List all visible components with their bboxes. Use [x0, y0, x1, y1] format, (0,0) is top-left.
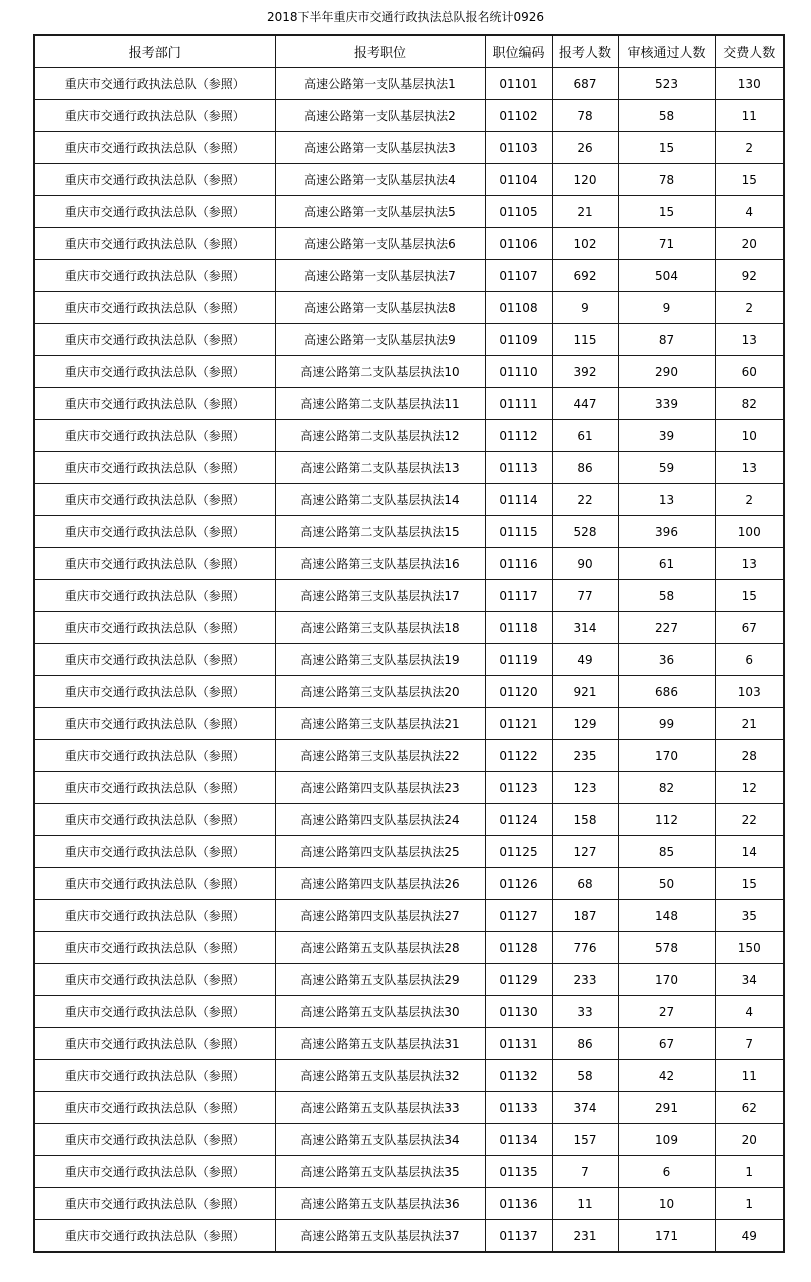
cell-department: 重庆市交通行政执法总队（参照） — [34, 420, 275, 452]
cell-approved: 112 — [618, 804, 715, 836]
cell-paid: 28 — [715, 740, 784, 772]
cell-approved: 148 — [618, 900, 715, 932]
cell-department: 重庆市交通行政执法总队（参照） — [34, 772, 275, 804]
cell-department: 重庆市交通行政执法总队（参照） — [34, 836, 275, 868]
cell-applicants: 392 — [552, 356, 618, 388]
cell-position-code: 01137 — [485, 1220, 552, 1253]
cell-position: 高速公路第四支队基层执法25 — [275, 836, 485, 868]
cell-position-code: 01111 — [485, 388, 552, 420]
cell-department: 重庆市交通行政执法总队（参照） — [34, 452, 275, 484]
cell-approved: 39 — [618, 420, 715, 452]
table-row — [34, 1028, 784, 1060]
cell-paid: 1 — [715, 1188, 784, 1220]
cell-department: 重庆市交通行政执法总队（参照） — [34, 388, 275, 420]
cell-position-code: 01135 — [485, 1156, 552, 1188]
cell-applicants: 49 — [552, 644, 618, 676]
cell-position-code: 01134 — [485, 1124, 552, 1156]
cell-position: 高速公路第一支队基层执法5 — [275, 196, 485, 228]
cell-approved: 9 — [618, 292, 715, 324]
cell-position: 高速公路第一支队基层执法6 — [275, 228, 485, 260]
cell-applicants: 374 — [552, 1092, 618, 1124]
cell-position: 高速公路第四支队基层执法24 — [275, 804, 485, 836]
cell-position-code: 01102 — [485, 100, 552, 132]
cell-paid: 130 — [715, 68, 784, 100]
cell-position-code: 01120 — [485, 676, 552, 708]
cell-applicants: 235 — [552, 740, 618, 772]
cell-paid: 10 — [715, 420, 784, 452]
cell-position-code: 01109 — [485, 324, 552, 356]
cell-applicants: 157 — [552, 1124, 618, 1156]
cell-position: 高速公路第三支队基层执法20 — [275, 676, 485, 708]
table-row — [34, 612, 784, 644]
cell-position-code: 01101 — [485, 68, 552, 100]
cell-applicants: 447 — [552, 388, 618, 420]
cell-department: 重庆市交通行政执法总队（参照） — [34, 1092, 275, 1124]
table-row — [34, 548, 784, 580]
cell-applicants: 22 — [552, 484, 618, 516]
cell-approved: 58 — [618, 580, 715, 612]
cell-position: 高速公路第五支队基层执法29 — [275, 964, 485, 996]
cell-approved: 36 — [618, 644, 715, 676]
cell-department: 重庆市交通行政执法总队（参照） — [34, 356, 275, 388]
cell-position-code: 01115 — [485, 516, 552, 548]
cell-applicants: 120 — [552, 164, 618, 196]
table-row — [34, 708, 784, 740]
table-row — [34, 996, 784, 1028]
cell-applicants: 61 — [552, 420, 618, 452]
cell-position: 高速公路第四支队基层执法23 — [275, 772, 485, 804]
cell-department: 重庆市交通行政执法总队（参照） — [34, 196, 275, 228]
cell-applicants: 7 — [552, 1156, 618, 1188]
cell-applicants: 314 — [552, 612, 618, 644]
cell-position: 高速公路第二支队基层执法10 — [275, 356, 485, 388]
cell-position-code: 01125 — [485, 836, 552, 868]
cell-position: 高速公路第一支队基层执法2 — [275, 100, 485, 132]
cell-position: 高速公路第三支队基层执法19 — [275, 644, 485, 676]
cell-applicants: 58 — [552, 1060, 618, 1092]
cell-applicants: 26 — [552, 132, 618, 164]
cell-position: 高速公路第五支队基层执法28 — [275, 932, 485, 964]
header-applicants: 报考人数 — [552, 35, 618, 68]
table-row — [34, 228, 784, 260]
table-row — [34, 100, 784, 132]
cell-applicants: 187 — [552, 900, 618, 932]
cell-applicants: 33 — [552, 996, 618, 1028]
cell-position-code: 01117 — [485, 580, 552, 612]
table-row — [34, 356, 784, 388]
table-row — [34, 1156, 784, 1188]
cell-department: 重庆市交通行政执法总队（参照） — [34, 1220, 275, 1253]
cell-paid: 15 — [715, 164, 784, 196]
cell-department: 重庆市交通行政执法总队（参照） — [34, 324, 275, 356]
cell-paid: 6 — [715, 644, 784, 676]
cell-paid: 11 — [715, 1060, 784, 1092]
cell-applicants: 90 — [552, 548, 618, 580]
cell-paid: 49 — [715, 1220, 784, 1253]
cell-position-code: 01103 — [485, 132, 552, 164]
cell-paid: 15 — [715, 580, 784, 612]
cell-paid: 7 — [715, 1028, 784, 1060]
cell-applicants: 21 — [552, 196, 618, 228]
cell-position: 高速公路第五支队基层执法30 — [275, 996, 485, 1028]
cell-position: 高速公路第二支队基层执法11 — [275, 388, 485, 420]
cell-paid: 2 — [715, 132, 784, 164]
table-row — [34, 1188, 784, 1220]
table-row — [34, 676, 784, 708]
cell-applicants: 231 — [552, 1220, 618, 1253]
cell-position-code: 01133 — [485, 1092, 552, 1124]
cell-department: 重庆市交通行政执法总队（参照） — [34, 708, 275, 740]
cell-paid: 62 — [715, 1092, 784, 1124]
cell-position: 高速公路第二支队基层执法13 — [275, 452, 485, 484]
cell-position: 高速公路第三支队基层执法17 — [275, 580, 485, 612]
cell-approved: 227 — [618, 612, 715, 644]
cell-position-code: 01110 — [485, 356, 552, 388]
table-row — [34, 772, 784, 804]
cell-department: 重庆市交通行政执法总队（参照） — [34, 484, 275, 516]
cell-approved: 99 — [618, 708, 715, 740]
cell-approved: 87 — [618, 324, 715, 356]
cell-paid: 20 — [715, 228, 784, 260]
table-row — [34, 1220, 784, 1253]
cell-approved: 578 — [618, 932, 715, 964]
cell-approved: 523 — [618, 68, 715, 100]
cell-position-code: 01124 — [485, 804, 552, 836]
cell-paid: 2 — [715, 292, 784, 324]
header-approved: 审核通过人数 — [618, 35, 715, 68]
cell-department: 重庆市交通行政执法总队（参照） — [34, 964, 275, 996]
cell-applicants: 776 — [552, 932, 618, 964]
cell-position: 高速公路第五支队基层执法32 — [275, 1060, 485, 1092]
cell-department: 重庆市交通行政执法总队（参照） — [34, 164, 275, 196]
cell-position: 高速公路第一支队基层执法4 — [275, 164, 485, 196]
cell-department: 重庆市交通行政执法总队（参照） — [34, 804, 275, 836]
table-row — [34, 580, 784, 612]
table-row — [34, 804, 784, 836]
cell-position: 高速公路第一支队基层执法7 — [275, 260, 485, 292]
cell-department: 重庆市交通行政执法总队（参照） — [34, 580, 275, 612]
table-row — [34, 932, 784, 964]
cell-position-code: 01126 — [485, 868, 552, 900]
cell-approved: 339 — [618, 388, 715, 420]
cell-applicants: 158 — [552, 804, 618, 836]
cell-approved: 82 — [618, 772, 715, 804]
cell-department: 重庆市交通行政执法总队（参照） — [34, 548, 275, 580]
table-row — [34, 68, 784, 100]
table-row — [34, 900, 784, 932]
cell-approved: 504 — [618, 260, 715, 292]
header-paid: 交费人数 — [715, 35, 784, 68]
cell-department: 重庆市交通行政执法总队（参照） — [34, 132, 275, 164]
cell-position: 高速公路第五支队基层执法31 — [275, 1028, 485, 1060]
cell-approved: 109 — [618, 1124, 715, 1156]
cell-applicants: 102 — [552, 228, 618, 260]
cell-department: 重庆市交通行政执法总队（参照） — [34, 932, 275, 964]
cell-approved: 67 — [618, 1028, 715, 1060]
cell-approved: 27 — [618, 996, 715, 1028]
cell-position: 高速公路第三支队基层执法16 — [275, 548, 485, 580]
cell-department: 重庆市交通行政执法总队（参照） — [34, 292, 275, 324]
table-row — [34, 644, 784, 676]
cell-paid: 21 — [715, 708, 784, 740]
cell-position-code: 01105 — [485, 196, 552, 228]
table-title: 2018下半年重庆市交通行政执法总队报名统计0926 — [266, 10, 545, 24]
cell-position: 高速公路第五支队基层执法33 — [275, 1092, 485, 1124]
table-row — [34, 964, 784, 996]
cell-position: 高速公路第五支队基层执法36 — [275, 1188, 485, 1220]
cell-approved: 6 — [618, 1156, 715, 1188]
cell-position: 高速公路第二支队基层执法15 — [275, 516, 485, 548]
cell-department: 重庆市交通行政执法总队（参照） — [34, 228, 275, 260]
cell-department: 重庆市交通行政执法总队（参照） — [34, 1124, 275, 1156]
cell-approved: 396 — [618, 516, 715, 548]
cell-paid: 100 — [715, 516, 784, 548]
table-row — [34, 868, 784, 900]
cell-paid: 35 — [715, 900, 784, 932]
cell-approved: 71 — [618, 228, 715, 260]
cell-paid: 13 — [715, 324, 784, 356]
table-row — [34, 388, 784, 420]
cell-applicants: 68 — [552, 868, 618, 900]
cell-applicants: 921 — [552, 676, 618, 708]
cell-position-code: 01106 — [485, 228, 552, 260]
header-position: 报考职位 — [275, 35, 485, 68]
cell-position: 高速公路第一支队基层执法3 — [275, 132, 485, 164]
cell-position-code: 01129 — [485, 964, 552, 996]
cell-approved: 59 — [618, 452, 715, 484]
cell-paid: 20 — [715, 1124, 784, 1156]
cell-position-code: 01121 — [485, 708, 552, 740]
cell-approved: 171 — [618, 1220, 715, 1253]
table-row — [34, 1092, 784, 1124]
cell-position-code: 01114 — [485, 484, 552, 516]
header-department: 报考部门 — [34, 35, 275, 68]
cell-approved: 42 — [618, 1060, 715, 1092]
cell-applicants: 86 — [552, 1028, 618, 1060]
cell-position: 高速公路第五支队基层执法37 — [275, 1220, 485, 1253]
cell-paid: 14 — [715, 836, 784, 868]
cell-approved: 10 — [618, 1188, 715, 1220]
cell-applicants: 86 — [552, 452, 618, 484]
cell-applicants: 123 — [552, 772, 618, 804]
cell-position-code: 01104 — [485, 164, 552, 196]
cell-department: 重庆市交通行政执法总队（参照） — [34, 260, 275, 292]
cell-paid: 150 — [715, 932, 784, 964]
table-row — [34, 420, 784, 452]
cell-position-code: 01136 — [485, 1188, 552, 1220]
cell-department: 重庆市交通行政执法总队（参照） — [34, 644, 275, 676]
cell-department: 重庆市交通行政执法总队（参照） — [34, 68, 275, 100]
cell-paid: 12 — [715, 772, 784, 804]
cell-position-code: 01122 — [485, 740, 552, 772]
cell-position-code: 01127 — [485, 900, 552, 932]
cell-department: 重庆市交通行政执法总队（参照） — [34, 1028, 275, 1060]
cell-approved: 170 — [618, 740, 715, 772]
table-row — [34, 324, 784, 356]
cell-approved: 15 — [618, 196, 715, 228]
cell-applicants: 528 — [552, 516, 618, 548]
table-row — [34, 1124, 784, 1156]
cell-department: 重庆市交通行政执法总队（参照） — [34, 612, 275, 644]
cell-approved: 290 — [618, 356, 715, 388]
cell-applicants: 77 — [552, 580, 618, 612]
cell-approved: 15 — [618, 132, 715, 164]
cell-approved: 291 — [618, 1092, 715, 1124]
cell-paid: 2 — [715, 484, 784, 516]
table-row — [34, 292, 784, 324]
table-row — [34, 740, 784, 772]
cell-position-code: 01112 — [485, 420, 552, 452]
cell-approved: 58 — [618, 100, 715, 132]
cell-position-code: 01119 — [485, 644, 552, 676]
table-row — [34, 164, 784, 196]
cell-department: 重庆市交通行政执法总队（参照） — [34, 676, 275, 708]
table-row — [34, 452, 784, 484]
cell-applicants: 115 — [552, 324, 618, 356]
table-row — [34, 1060, 784, 1092]
cell-paid: 11 — [715, 100, 784, 132]
cell-department: 重庆市交通行政执法总队（参照） — [34, 100, 275, 132]
cell-paid: 4 — [715, 996, 784, 1028]
cell-position: 高速公路第四支队基层执法27 — [275, 900, 485, 932]
cell-department: 重庆市交通行政执法总队（参照） — [34, 1188, 275, 1220]
cell-position-code: 01130 — [485, 996, 552, 1028]
table-row — [34, 260, 784, 292]
cell-department: 重庆市交通行政执法总队（参照） — [34, 900, 275, 932]
cell-applicants: 129 — [552, 708, 618, 740]
cell-applicants: 692 — [552, 260, 618, 292]
table-row — [34, 484, 784, 516]
table-body — [34, 68, 784, 1253]
cell-applicants: 11 — [552, 1188, 618, 1220]
cell-paid: 82 — [715, 388, 784, 420]
cell-paid: 92 — [715, 260, 784, 292]
header-position-code: 职位编码 — [485, 35, 552, 68]
cell-position-code: 01131 — [485, 1028, 552, 1060]
cell-position: 高速公路第四支队基层执法26 — [275, 868, 485, 900]
cell-paid: 15 — [715, 868, 784, 900]
cell-applicants: 233 — [552, 964, 618, 996]
cell-position: 高速公路第二支队基层执法14 — [275, 484, 485, 516]
cell-approved: 85 — [618, 836, 715, 868]
cell-department: 重庆市交通行政执法总队（参照） — [34, 996, 275, 1028]
cell-position: 高速公路第三支队基层执法22 — [275, 740, 485, 772]
cell-paid: 13 — [715, 548, 784, 580]
cell-position-code: 01123 — [485, 772, 552, 804]
cell-paid: 1 — [715, 1156, 784, 1188]
cell-position: 高速公路第五支队基层执法34 — [275, 1124, 485, 1156]
cell-applicants: 687 — [552, 68, 618, 100]
cell-paid: 13 — [715, 452, 784, 484]
cell-department: 重庆市交通行政执法总队（参照） — [34, 868, 275, 900]
cell-approved: 78 — [618, 164, 715, 196]
cell-position: 高速公路第三支队基层执法18 — [275, 612, 485, 644]
cell-approved: 61 — [618, 548, 715, 580]
cell-department: 重庆市交通行政执法总队（参照） — [34, 516, 275, 548]
cell-approved: 13 — [618, 484, 715, 516]
cell-position-code: 01113 — [485, 452, 552, 484]
table-row — [34, 516, 784, 548]
cell-paid: 103 — [715, 676, 784, 708]
cell-position: 高速公路第一支队基层执法8 — [275, 292, 485, 324]
cell-position-code: 01107 — [485, 260, 552, 292]
cell-position-code: 01118 — [485, 612, 552, 644]
cell-position-code: 01132 — [485, 1060, 552, 1092]
cell-applicants: 127 — [552, 836, 618, 868]
cell-approved: 686 — [618, 676, 715, 708]
cell-paid: 60 — [715, 356, 784, 388]
cell-applicants: 9 — [552, 292, 618, 324]
cell-paid: 22 — [715, 804, 784, 836]
cell-paid: 4 — [715, 196, 784, 228]
cell-position-code: 01108 — [485, 292, 552, 324]
registration-table — [33, 34, 785, 1253]
cell-paid: 67 — [715, 612, 784, 644]
cell-position-code: 01116 — [485, 548, 552, 580]
cell-position: 高速公路第一支队基层执法9 — [275, 324, 485, 356]
cell-department: 重庆市交通行政执法总队（参照） — [34, 1156, 275, 1188]
cell-position: 高速公路第二支队基层执法12 — [275, 420, 485, 452]
table-row — [34, 196, 784, 228]
cell-position: 高速公路第五支队基层执法35 — [275, 1156, 485, 1188]
cell-paid: 34 — [715, 964, 784, 996]
cell-department: 重庆市交通行政执法总队（参照） — [34, 740, 275, 772]
cell-position: 高速公路第三支队基层执法21 — [275, 708, 485, 740]
cell-approved: 50 — [618, 868, 715, 900]
table-row — [34, 836, 784, 868]
cell-applicants: 78 — [552, 100, 618, 132]
header-row — [34, 35, 784, 68]
cell-position-code: 01128 — [485, 932, 552, 964]
table-row — [34, 132, 784, 164]
cell-department: 重庆市交通行政执法总队（参照） — [34, 1060, 275, 1092]
cell-position: 高速公路第一支队基层执法1 — [275, 68, 485, 100]
cell-approved: 170 — [618, 964, 715, 996]
